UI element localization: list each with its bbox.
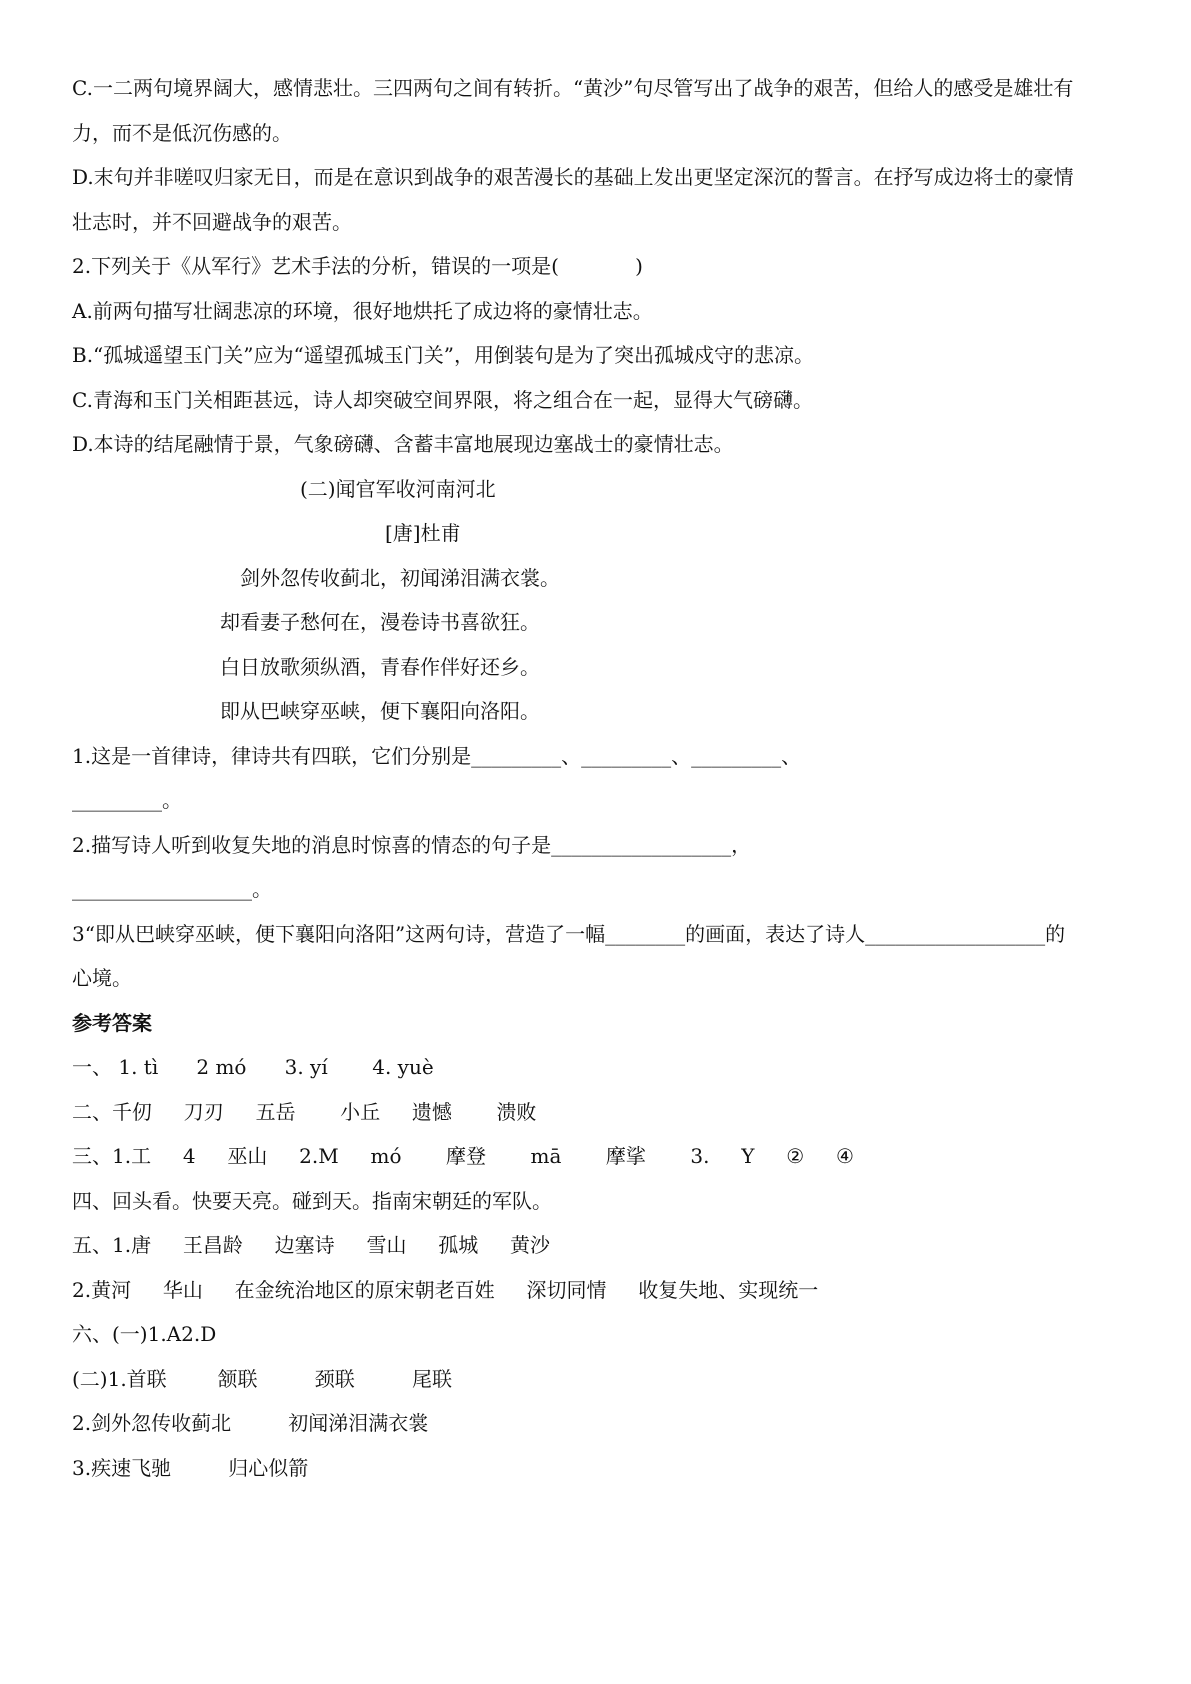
poem-line-1: 剑外忽传收蓟北，初闻涕泪满衣裳。 — [240, 566, 560, 590]
answer-line-5: 五、1.唐 王昌龄 边塞诗 雪山 孤城 黄沙 — [72, 1233, 551, 1257]
question-2-option-a: A.前两句描写壮阔悲凉的环境，很好地烘托了成边将的豪情壮志。 — [72, 299, 653, 323]
poem-author: [唐]杜甫 — [385, 521, 461, 545]
poem-line-2: 却看妻子愁何在，漫卷诗书喜欲狂。 — [220, 610, 540, 634]
option-c-line-1: C.一二两句境界阔大，感情悲壮。三四两句之间有转折。“黄沙”句尽管写出了战争的艰苦，但给人的感受是雄壮有 — [72, 76, 1074, 100]
option-c-line-2: 力，而不是低沉伤感的。 — [72, 121, 292, 145]
answer-line-4: 四、回头看。快要天亮。碰到天。指南宋朝廷的军队。 — [72, 1189, 552, 1213]
question-2-option-d: D.本诗的结尾融情于景，气象磅礴、含蓄丰富地展现边塞战士的豪情壮志。 — [72, 432, 734, 456]
poem-question-2: 2.描写诗人听到收复失地的消息时惊喜的情态的句子是__________________， — [72, 833, 752, 857]
poem-title: (二)闻官军收河南河北 — [300, 477, 496, 501]
poem-question-1-cont: _________。 — [72, 788, 182, 812]
answer-line-3: 三、1.工 4 巫山 2.M mó 摩登 mā 摩挲 3. Y ② ④ — [72, 1144, 854, 1168]
question-2-option-b: B.“孤城遥望玉门关”应为“遥望孤城玉门关”，用倒装句是为了突出孤城戍守的悲凉。 — [72, 343, 814, 367]
answer-line-7: 六、(一)1.A2.D — [72, 1322, 217, 1346]
answer-line-8: (二)1.首联 颔联 颈联 尾联 — [72, 1367, 452, 1391]
answer-line-6: 2.黄河 华山 在金统治地区的原宋朝老百姓 深切同情 收复失地、实现统一 — [72, 1278, 819, 1302]
option-d-line-2: 壮志时，并不回避战争的艰苦。 — [72, 210, 352, 234]
poem-line-4: 即从巴峡穿巫峡，便下襄阳向洛阳。 — [220, 699, 540, 723]
poem-question-1: 1.这是一首律诗，律诗共有四联，它们分别是_________、_________、_________、 — [72, 744, 802, 768]
poem-question-2-cont: __________________。 — [72, 877, 272, 901]
question-2-option-c: C.青海和玉门关相距甚远，诗人却突破空间界限，将之组合在一起，显得大气磅礴。 — [72, 388, 813, 412]
option-d-line-1: D.末句并非嗟叹归家无日，而是在意识到战争的艰苦漫长的基础上发出更坚定深沉的誓言。在抒写成边将士的豪情 — [72, 165, 1074, 189]
answer-line-1: 一、 1. tì 2 mó 3. yí 4. yuè — [72, 1055, 434, 1079]
answer-line-2: 二、千仞 刀刃 五岳 小丘 遗憾 溃败 — [72, 1100, 537, 1124]
answer-line-10: 3.疾速飞驰 归心似箭 — [72, 1456, 309, 1480]
poem-question-3: 3“即从巴峡穿巫峡，便下襄阳向洛阳”这两句诗，营造了一幅________的画面，表达了诗人__________________的 — [72, 922, 1066, 946]
answer-line-9: 2.剑外忽传收蓟北 初闻涕泪满衣裳 — [72, 1411, 429, 1435]
poem-line-3: 白日放歌须纵酒，青春作伴好还乡。 — [220, 655, 540, 679]
poem-question-3-cont: 心境。 — [72, 966, 132, 990]
question-2-stem: 2.下列关于《从军行》艺术手法的分析，错误的一项是( ) — [72, 254, 643, 278]
answers-heading: 参考答案 — [72, 1011, 152, 1035]
